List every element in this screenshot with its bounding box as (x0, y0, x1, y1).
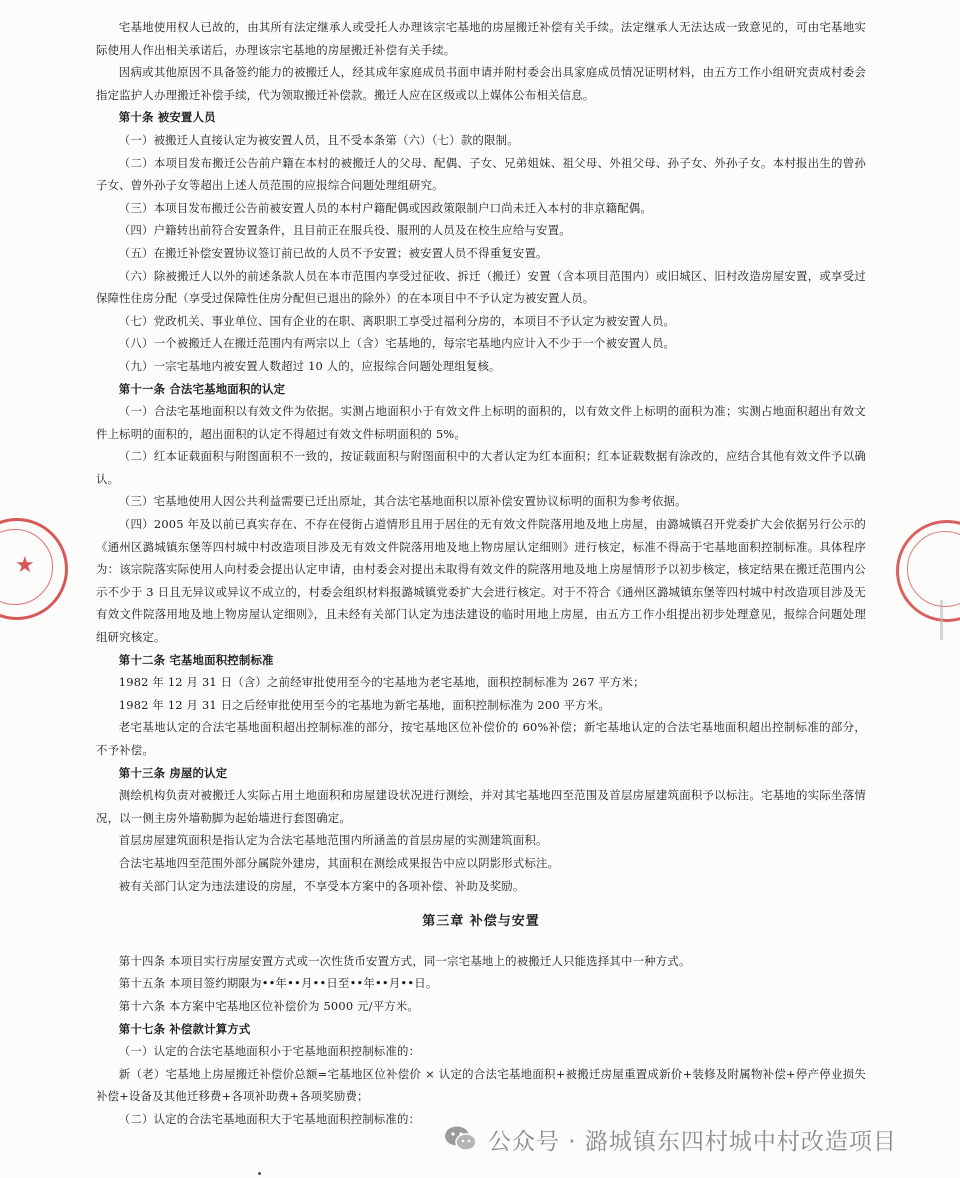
article-10-title: 第十条 被安置人员 (118, 110, 216, 125)
chapter-3-heading: 第三章 补偿与安置 (422, 914, 540, 930)
article-11-title: 第十一条 合法宅基地面积的认定 (118, 381, 286, 396)
official-seal-right (896, 520, 960, 622)
document-body (96, 16, 866, 1131)
clause: （二）红本证载面积与附图面积不一致的，按证载面积与附图面积中的大者认定为红本面积；红本证载数据有涂改的，应结合其他有效文件予以确认。 (96, 449, 866, 486)
watermark-text: 公众号 · 潞城镇东四村城中村改造项目 (488, 1128, 897, 1155)
official-seal-left (0, 518, 68, 620)
clause: （六）除被搬迁人以外的前述条款人员在本市范围内享受过征收、拆迁（搬迁）安置（含本项目范围内）或旧城区、旧村改造房屋安置，或享受过保障性住房分配（享受过保障性住房分配但已退出的除外）的在本项目中不予认定为被安置人员。 (96, 268, 866, 306)
clause: （七）党政机关、事业单位、国有企业的在职、离职职工享受过福利分房的，本项目不予认定为被安置人员。 (118, 313, 676, 328)
clause: 合法宅基地四至范围外部分属院外建房，其面积在测绘成果报告中应以阴影形式标注。 (118, 855, 560, 870)
clause: 1982 年 12 月 31 日之后经审批使用至今的宅基地为新宅基地，面积控制标准为 200 平方米。 (118, 697, 610, 712)
clause: （三）本项目发布搬迁公告前被安置人员的本村户籍配偶或因政策限制户口尚未迁入本村的非京籍配偶。 (118, 200, 652, 215)
clause: （四）户籍转出前符合安置条件，且目前正在服兵役、服刑的人员及在校生应给与安置。 (118, 223, 571, 238)
article-16: 第十六条 本方案中宅基地区位补偿价为 5000 元/平方米。 (118, 998, 420, 1013)
clause: （二）认定的合法宅基地面积大于宅基地面积控制标准的： (118, 1111, 421, 1126)
clause: 老宅基地认定的合法宅基地面积超出控制标准的部分，按宅基地区位补偿价的 60%补偿；新宅基地认定的合法宅基地面积超出控制标准的部分，不予补偿。 (96, 720, 866, 757)
article-14: 第十四条 本项目实行房屋安置方式或一次性货币安置方式，同一宗宅基地上的被搬迁人只能选择其中一种方式。 (118, 953, 691, 968)
seal-ring (907, 531, 960, 607)
scan-dot (258, 1172, 261, 1175)
clause: （一）合法宅基地面积以有效文件为依据。实测占地面积小于有效文件上标明的面积的，以有效文件上标明的面积为准；实测占地面积超出有效文件上标明的面积的，超出面积的认定不得超过有效文件标明面积的 5%。 (96, 404, 866, 441)
paragraph: 宅基地使用权人已故的，由其所有法定继承人或受托人办理该宗宅基地的房屋搬迁补偿有关手续。法定继承人无法达成一致意见的，可由宅基地实际使用人作出相关承诺后，办理该宗宅基地的房屋搬迁补偿有关手续。 (96, 20, 866, 57)
scan-edge-mark (940, 600, 943, 640)
clause: （八）一个被搬迁人在搬迁范围内有两宗以上（含）宅基地的，每宗宅基地内应计入不少于一个被安置人员。 (118, 336, 676, 351)
clause: 测绘机构负责对被搬迁人实际占用土地面积和房屋建设状况进行测绘，并对其宅基地四至范围及首层房屋建筑面积予以标注。宅基地的实际坐落情况，以一侧主房外墙勒脚为起始墙进行套图确定。 (96, 788, 866, 825)
seal-star-icon: ★ (15, 553, 35, 578)
wechat-watermark (444, 1122, 897, 1156)
clause: （五）在搬迁补偿安置协议签订前已故的人员不予安置；被安置人员不得重复安置。 (118, 245, 548, 260)
clause: （九）一宗宅基地内被安置人数超过 10 人的，应报综合问题处理组复核。 (118, 358, 501, 373)
clause: （一）被搬迁人直接认定为被安置人员，且不受本条第（六）（七）款的限制。 (118, 132, 519, 147)
clause: （二）本项目发布搬迁公告前户籍在本村的被搬迁人的父母、配偶、子女、兄弟姐妹、祖父母、外祖父母、孙子女、外孙子女。本村报出生的曾孙子女、曾外孙子女等超出上述人员范围的应报综合问题处理组研究。 (96, 155, 866, 193)
clause: （四）2005 年及以前已真实存在、不存在侵街占道情形且用于居住的无有效文件院落用地及地上房屋，由潞城镇召开党委扩大会依据另行公示的《通州区潞城镇东堡等四村城中村改造项目涉及无有效文件院落用地及地上物房屋认定细则》进行核定，标准不得高于宅基地面积控制标准。具体程序为：该宗院落实际使用人向村委会提出认定申请，由村委会对提出未取得有效文件的院落用地及地上房屋情形予以初步核定，核定结果在搬迁范围内公示不少于 3 日且无异议或异议不成立的，村委会组织材料报潞城镇党委扩大会进行核定。对于不符合《通州区潞城镇东堡等四村城中村改造项目涉及无有效文件院落用地及地上物房屋认定细则》，且未经有关部门认定为违法建设的临时用地上房屋，由五方工作小组提出初步处理意见，报综合问题处理组研究核定。 (96, 517, 866, 645)
clause: （一）认定的合法宅基地面积小于宅基地面积控制标准的： (118, 1044, 421, 1059)
article-13-title: 第十三条 房屋的认定 (118, 765, 228, 780)
clause: （三）宅基地使用人因公共利益需要已迁出原址，其合法宅基地面积以原补偿安置协议标明的面积为参考依据。 (118, 494, 687, 509)
article-15: 第十五条 本项目签约期限为••年••月••日至••年••月••日。 (118, 976, 438, 991)
article-17-title: 第十七条 补偿款计算方式 (118, 1021, 251, 1036)
clause: 新（老）宅基地上房屋搬迁补偿价总额=宅基地区位补偿价 × 认定的合法宅基地面积+被搬迁房屋重置成新价+装修及附属物补偿+停产停业损失补偿+设备及其他迁移费+各项补助费+各项奖励费； (96, 1066, 866, 1104)
clause: 被有关部门认定为违法建设的房屋，不享受本方案中的各项补偿、补助及奖励。 (118, 878, 525, 893)
clause: 1982 年 12 月 31 日（含）之前经审批使用至今的宅基地为老宅基地，面积控制标准为 267 平方米； (118, 675, 645, 690)
article-12-title: 第十二条 宅基地面积控制标准 (118, 652, 274, 667)
paragraph: 因病或其他原因不具备签约能力的被搬迁人，经其成年家庭成员书面申请并附村委会出具家庭成员情况证明材料，由五方工作小组研究责成村委会指定监护人办理搬迁补偿手续，代为领取搬迁补偿款。搬迁人应在区级或以上媒体公布相关信息。 (96, 65, 866, 102)
wechat-icon (444, 1125, 478, 1153)
clause: 首层房屋建筑面积是指认定为合法宅基地范围内所涵盖的首层房屋的实测建筑面积。 (118, 833, 548, 848)
